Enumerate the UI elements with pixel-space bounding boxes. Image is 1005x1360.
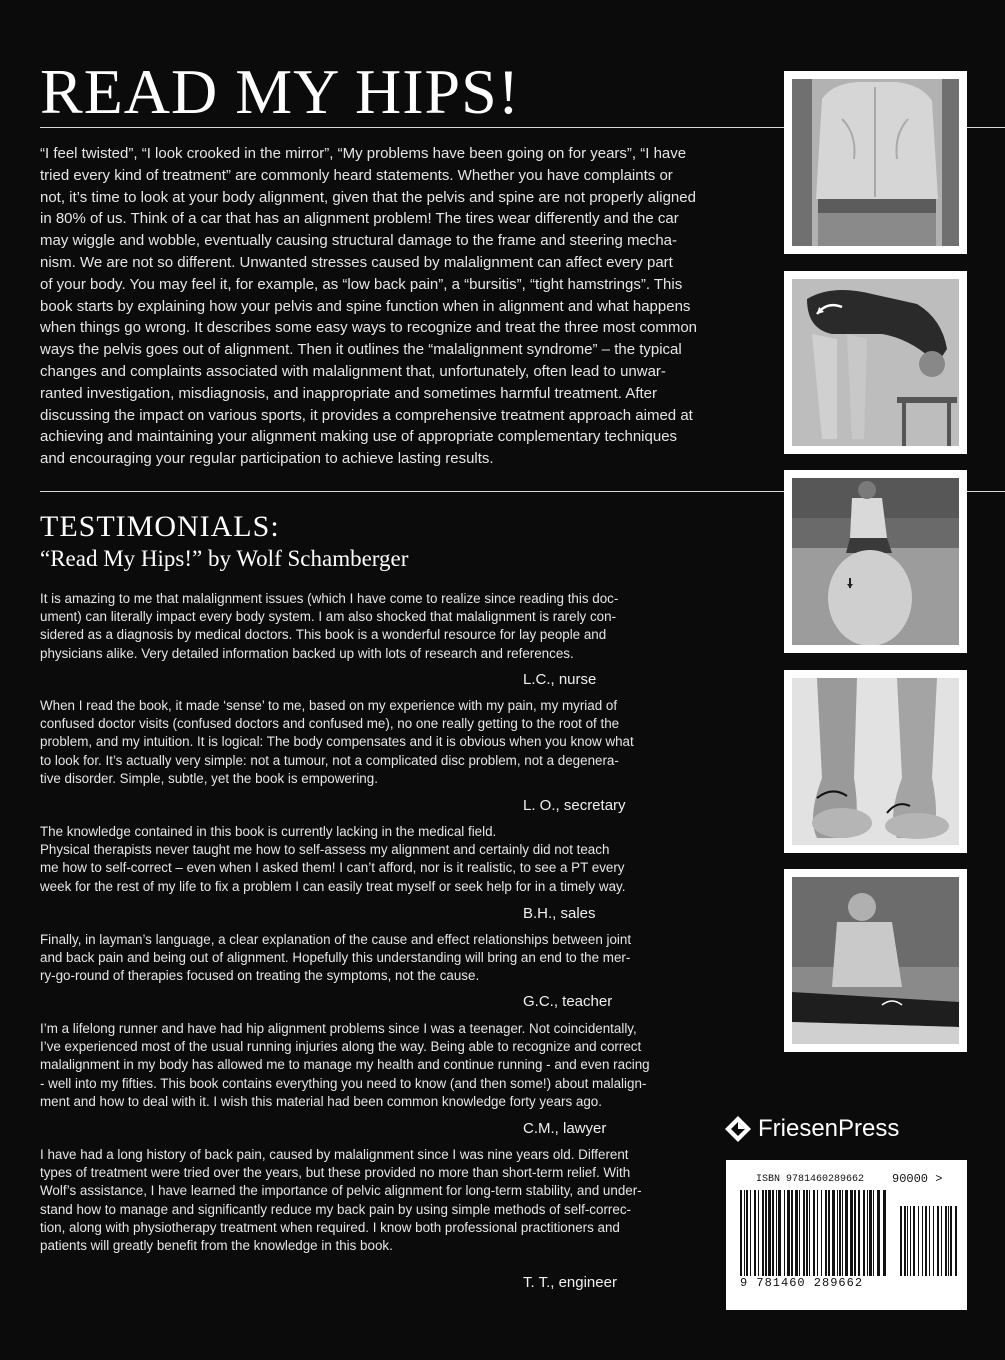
barcode-bar bbox=[837, 1190, 838, 1276]
intro-line: discussing the impact on various sports, it provides a comprehensive treatment approach aimed at bbox=[40, 406, 693, 424]
intro-line: tried every kind of treatment” are commonly heard statements. Whether you have complaints or bbox=[40, 166, 673, 184]
testimonial-line: ument) can literally impact every body system. I am also shocked that malalignment is rarely con- bbox=[40, 609, 617, 625]
barcode-bar bbox=[842, 1190, 843, 1276]
barcode-bar bbox=[821, 1190, 822, 1276]
intro-line: not, it’s time to look at your body alignment, given that the pelvis and spine are not properly aligned bbox=[40, 188, 696, 206]
testimonial-line: patients will greatly benefit from the knowledge in this book. bbox=[40, 1238, 393, 1254]
barcode-bar bbox=[929, 1206, 930, 1276]
barcode-bar bbox=[937, 1206, 939, 1276]
barcode-bar bbox=[945, 1206, 947, 1276]
testimonial-line: I’ve experienced most of the usual running injuries along the way. Being able to recognize and correct bbox=[40, 1039, 642, 1055]
testimonial-line: When I read the book, it made ‘sense’ to me, based on my experience with my pain, my myriad of bbox=[40, 698, 618, 713]
barcode-bar bbox=[754, 1190, 756, 1276]
barcode-bar bbox=[955, 1206, 957, 1276]
testimonial-line: confused doctor visits (confused doctors and confused me), no one really getting to the root of the bbox=[40, 716, 620, 732]
isbn-barcode bbox=[726, 1160, 967, 1310]
barcode-bar bbox=[904, 1206, 906, 1276]
barcode-bar bbox=[740, 1190, 742, 1276]
testimonial-line: ry-go-round of therapies focused on treating the symptoms, not the cause. bbox=[40, 968, 480, 984]
intro-line: nism. We are not so different. Unwanted stresses caused by malalignment can affect every part bbox=[40, 253, 673, 271]
isbn-digits: 9 781460 289662 bbox=[740, 1276, 864, 1290]
barcode-bar bbox=[803, 1190, 805, 1276]
barcode-bar bbox=[925, 1206, 927, 1276]
friesenpress-logo-icon bbox=[724, 1115, 752, 1143]
barcode-bar bbox=[806, 1190, 808, 1276]
barcode-bar bbox=[772, 1190, 774, 1276]
barcode-bar bbox=[795, 1190, 798, 1276]
testimonial-line: Physical therapists never taught me how to self-assess my alignment and certainly did not teach bbox=[40, 842, 610, 858]
barcode-bar bbox=[922, 1206, 923, 1276]
barcode-bar bbox=[933, 1206, 934, 1276]
barcode-bar bbox=[791, 1190, 793, 1276]
barcode-bar bbox=[828, 1190, 830, 1276]
barcode-bar bbox=[746, 1190, 748, 1276]
barcode-bar bbox=[948, 1206, 949, 1276]
barcode-bar bbox=[869, 1190, 872, 1276]
intro-text bbox=[40, 143, 760, 470]
barcode-bar bbox=[873, 1190, 874, 1276]
barcode-bar bbox=[778, 1190, 781, 1276]
barcode-bar bbox=[787, 1190, 790, 1276]
testimonial-line: tive disorder. Simple, subtle, yet the book is empowering. bbox=[40, 770, 378, 786]
barcode-bar bbox=[900, 1206, 902, 1276]
barcode-bar bbox=[813, 1190, 815, 1276]
intro-line: achieving and maintaining your alignment making use of appropriate complementary techniques bbox=[40, 428, 678, 446]
testimonial-author: T. T., engineer bbox=[523, 1274, 617, 1291]
intro-line: and encouraging your regular participation to achieve lasting results. bbox=[40, 450, 494, 468]
testimonial-line: problem, and my intuition. It is logical: The body compensates and it is obvious when you know what bbox=[40, 734, 634, 750]
intro-line: changes and complaints associated with malalignment that, unfortunately, often lead to unwar- bbox=[40, 362, 666, 380]
photo-bare-back bbox=[784, 71, 967, 254]
testimonial-line: physicians alike. Very detailed information backed up with lots of research and references. bbox=[40, 645, 574, 661]
testimonial-line: I have had a long history of back pain, caused by malalignment since I was nine years old. Different bbox=[40, 1147, 629, 1162]
publisher-name: FriesenPress bbox=[758, 1115, 900, 1142]
barcode-bar bbox=[883, 1190, 886, 1276]
barcode-bar bbox=[877, 1190, 880, 1276]
barcode-bar bbox=[762, 1190, 764, 1276]
barcode-bars-icon bbox=[740, 1190, 960, 1276]
barcode-bar bbox=[825, 1190, 827, 1276]
testimonial-line: It is amazing to me that malalignment issues (which I have come to realize since reading this doc- bbox=[40, 591, 619, 606]
barcode-bar bbox=[750, 1190, 751, 1276]
barcode-bar bbox=[784, 1190, 785, 1276]
testimonial-text bbox=[40, 697, 700, 788]
testimonial-line: tion, along with physiotherapy treatment when required. I know both professional practitioners and bbox=[40, 1219, 620, 1235]
intro-line: may wiggle and wobble, eventually causing structural damage to the frame and steering mecha- bbox=[40, 232, 678, 250]
barcode-bar bbox=[799, 1190, 800, 1276]
testimonial-line: ment and how to deal with it. I wish this material had been common knowledge forty years ago. bbox=[40, 1093, 602, 1109]
barcode-bar bbox=[950, 1206, 952, 1276]
publisher-logo bbox=[724, 1114, 899, 1144]
testimonial-line: sidered as a diagnosis by medical doctors. This book is a wonderful resource for lay people and bbox=[40, 627, 607, 643]
intro-line: ways the pelvis goes out of alignment. Then it outlines the “malalignment syndrome” – the typical bbox=[40, 341, 682, 359]
barcode-bar bbox=[910, 1206, 911, 1276]
testimonial-text bbox=[40, 590, 700, 663]
isbn-label: ISBN 9781460289662 bbox=[756, 1174, 865, 1185]
testimonial-text bbox=[40, 931, 700, 986]
testimonial-line: stand how to manage and significantly reduce my back pain by using simple methods of self-correc- bbox=[40, 1201, 631, 1217]
barcode-bar bbox=[913, 1206, 915, 1276]
barcode-bar bbox=[941, 1206, 942, 1276]
intro-line: in 80% of us. Think of a car that has an alignment problem! The tires wear differently and the car bbox=[40, 210, 679, 228]
testimonial-line: types of treatment were tried over the years, but these provided no more than short-term relief. With bbox=[40, 1165, 631, 1181]
testimonial-line: and back pain and being out of alignment. Hopefully this understanding will bring an end to the mer- bbox=[40, 950, 631, 966]
barcode-bar bbox=[832, 1190, 835, 1276]
barcode-bar bbox=[850, 1190, 853, 1276]
testimonial-author: G.C., teacher bbox=[523, 993, 613, 1010]
cover-title: READ MY HIPS! bbox=[40, 56, 520, 127]
testimonial-author: L.C., nurse bbox=[523, 671, 597, 688]
price-code: 90000 > bbox=[892, 1172, 943, 1186]
testimonial-author: L. O., secretary bbox=[523, 797, 626, 814]
testimonial-line: to look for. It’s actually very simple: not a tumour, not a complicated disc problem, not a degenera- bbox=[40, 752, 619, 768]
barcode-bar bbox=[758, 1190, 759, 1276]
barcode-bar bbox=[867, 1190, 868, 1276]
barcode-bar bbox=[817, 1190, 818, 1276]
testimonials-heading: TESTIMONIALS: bbox=[40, 510, 280, 543]
intro-line: of your body. You may feel it, for example, as “low back pain”, a “bursitis”, “tight hamstrings”. This bbox=[40, 275, 683, 293]
barcode-bar bbox=[744, 1190, 745, 1276]
intro-line: ranted investigation, misdiagnosis, and inappropriate and sometimes harmful treatment. After bbox=[40, 384, 657, 402]
barcode-bar bbox=[854, 1190, 856, 1276]
testimonial-line: Wolf’s assistance, I have learned the importance of pelvic alignment for long-term stability, and under- bbox=[40, 1183, 642, 1199]
testimonial-line: Finally, in layman’s language, a clear explanation of the cause and effect relationships between joint bbox=[40, 932, 632, 947]
barcode-bar bbox=[863, 1190, 865, 1276]
barcode-bar bbox=[907, 1206, 908, 1276]
intro-line: “I feel twisted”, “I look crooked in the mirror”, “My problems have been going on for years”, “I have bbox=[40, 145, 687, 162]
testimonial-line: - well into my fifties. This book contains everything you need to know (and then some!) about malalign- bbox=[40, 1075, 647, 1091]
testimonial-text bbox=[40, 1020, 700, 1111]
intro-line: book starts by explaining how your pelvis and spine function when in alignment and what happens bbox=[40, 297, 691, 315]
barcode-bar bbox=[845, 1190, 848, 1276]
barcode-bar bbox=[858, 1190, 860, 1276]
testimonial-line: me how to self-correct – even when I asked them! I can’t afford, nor is it realistic, to see a PT every bbox=[40, 860, 625, 876]
barcode-bar bbox=[809, 1190, 810, 1276]
testimonial-author: B.H., sales bbox=[523, 905, 596, 922]
barcode-bar bbox=[765, 1190, 767, 1276]
intro-line: when things go wrong. It describes some easy ways to recognize and treat the three most common bbox=[40, 319, 697, 337]
barcode-bar bbox=[768, 1190, 771, 1276]
barcode-bar bbox=[776, 1190, 777, 1276]
testimonial-line: I’m a lifelong runner and have had hip alignment problems since I was a teenager. Not coincidentally, bbox=[40, 1021, 637, 1036]
photo-therapist bbox=[784, 869, 967, 1052]
testimonial-line: The knowledge contained in this book is currently lacking in the medical field. bbox=[40, 824, 497, 839]
barcode-bar bbox=[839, 1190, 841, 1276]
testimonial-author: C.M., lawyer bbox=[523, 1120, 607, 1137]
barcode-bar bbox=[918, 1206, 919, 1276]
photo-forward-bend bbox=[784, 271, 967, 454]
testimonial-text bbox=[40, 1146, 700, 1255]
testimonial-text bbox=[40, 823, 700, 896]
photo-horseback bbox=[784, 470, 967, 653]
testimonials-subheading: “Read My Hips!” by Wolf Schamberger bbox=[40, 546, 409, 571]
testimonial-line: week for the rest of my life to fix a problem I can easily treat myself or seek help for in a timely way. bbox=[40, 878, 626, 894]
photo-ankles bbox=[784, 670, 967, 853]
testimonial-line: malalignment in my body has allowed me to manage my health and continue running - and even racing bbox=[40, 1057, 650, 1073]
